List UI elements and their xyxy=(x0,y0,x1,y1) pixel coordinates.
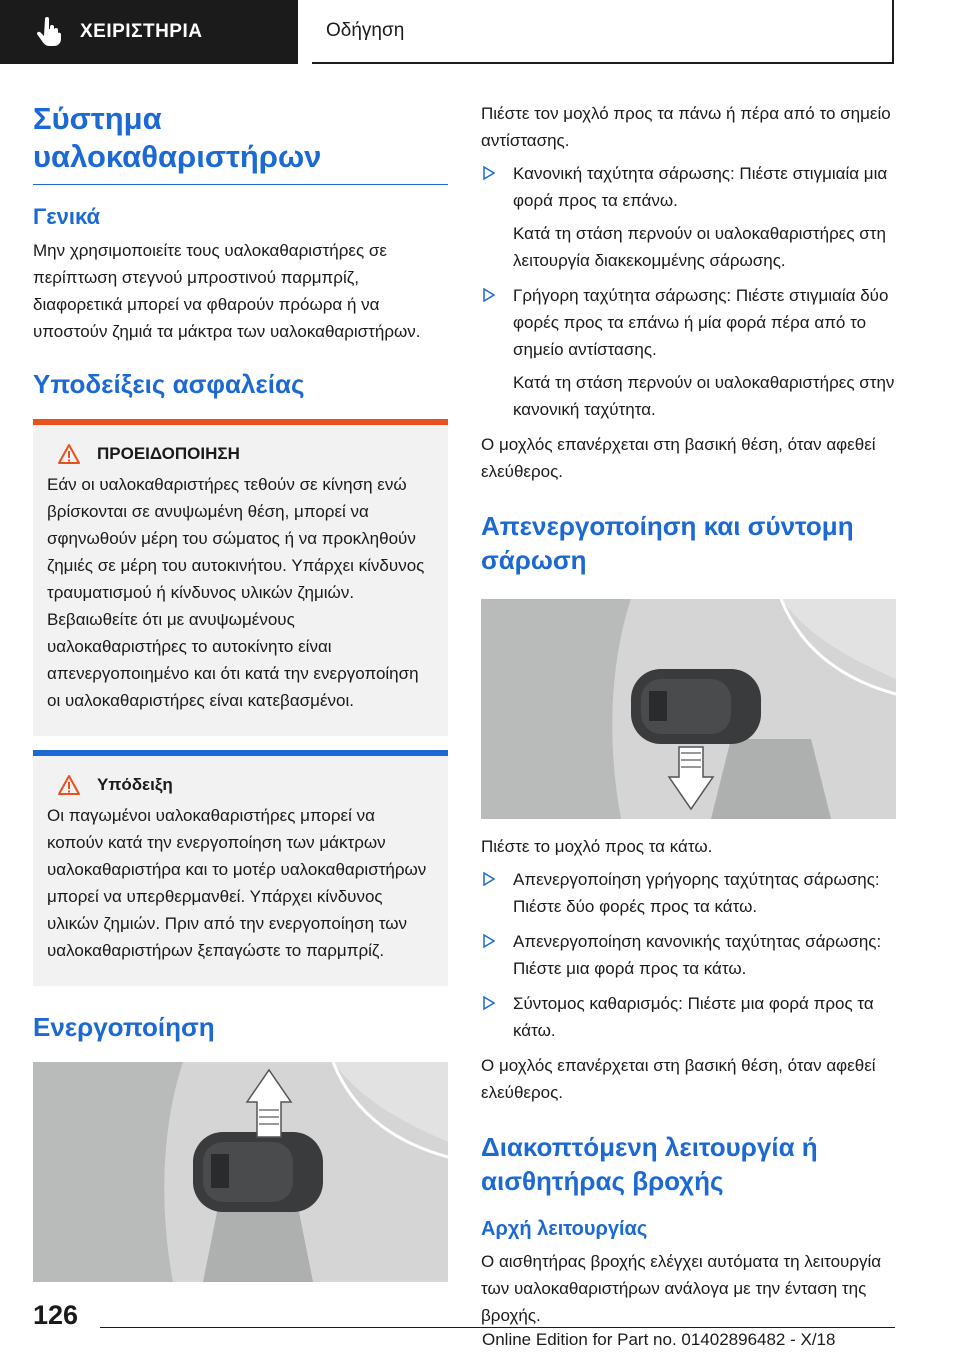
deactivation-photo xyxy=(481,599,896,819)
down-text: Πιέστε το μοχλό προς τα κάτω. xyxy=(481,837,713,856)
return-text-1: Ο μοχλός επανέρχεται στη βασική θέση, όταν αφεθεί ελεύθερος. xyxy=(481,435,876,481)
page-title: Σύστημα υαλοκαθαριστήρων xyxy=(33,101,322,174)
note-box xyxy=(33,750,448,986)
bullet-triangle-icon xyxy=(483,166,495,180)
page-number: 126 xyxy=(33,1300,79,1330)
bullet-triangle-icon xyxy=(483,288,495,302)
warning-text: Εάν οι υαλοκαθαριστήρες τεθούν σε κίνηση ενώ βρίσκονται σε ανυψωμένη θέση, μπορεί να σφηνωθούν μέρη του σώματος ή να προκληθούν ζημιές σε μέρη του αυτοκινήτου. Υπάρχει κίνδυνος τραυματισμού ή κίνδυνος υλικών ζημιών. Βεβαιωθείτε ότι με ανυψωμένους υαλοκαθαριστήρες το αυτοκίνητο είναι απενεργοποιημένο και ότι κατά την ενεργοποίηση οι υαλοκαθαριστήρες είναι κατεβασμένοι. xyxy=(47,475,425,710)
list-item: Απενεργοποίηση γρήγορης ταχύτητας σάρωσης: Πιέστε δύο φορές προς τα κάτω. xyxy=(481,866,896,920)
intro-text: Πιέστε τον μοχλό προς τα πάνω ή πέρα από το σημείο αντίστασης. xyxy=(481,104,891,150)
note-triangle-icon xyxy=(57,774,81,796)
principle-heading: Αρχή λειτουργίας xyxy=(481,1218,648,1240)
title-rule xyxy=(33,184,448,185)
warning-box xyxy=(33,419,448,736)
edition-text: Online Edition for Part no. 01402896482 - X/18 xyxy=(482,1330,836,1349)
right-column xyxy=(481,100,896,1329)
list-item: Απενεργοποίηση κανονικής ταχύτητας σάρωσης: Πιέστε μια φορά προς τα κάτω. xyxy=(481,928,896,982)
bullet-triangle-icon xyxy=(483,872,495,886)
bullet-triangle-icon xyxy=(483,934,495,948)
general-text: Μην χρησιμοποιείτε τους υαλοκαθαριστήρες σε περίπτωση στεγνού μπροστινού παρμπρίζ, διαφορετικά μπορεί να φθαρούν πρόωρα ή να υποστούν ζημιά τα μάκτρα των υαλοκαθαριστήρων. xyxy=(33,241,421,341)
deactivation-heading: Απενεργοποίηση και σύντομη σάρωση xyxy=(481,511,854,575)
footer-rule xyxy=(100,1327,895,1328)
activation-heading: Ενεργοποίηση xyxy=(33,1012,215,1042)
general-heading: Γενικά xyxy=(33,204,101,229)
deactivation-list xyxy=(481,866,896,1044)
stalk-up-illustration xyxy=(33,1062,448,1282)
left-column xyxy=(33,100,448,1282)
hand-pointer-icon xyxy=(36,17,62,47)
warning-title: ΠΡΟΕΙΔΟΠΟΙΗΣΗ xyxy=(97,444,240,463)
chapter-tab xyxy=(0,0,298,64)
note-title: Υπόδειξη xyxy=(97,775,173,794)
note-text: Οι παγωμένοι υαλοκαθαριστήρες μπορεί να κοπούν κατά την ενεργοποίηση των μάκτρων υαλοκαθαριστήρα και το μοτέρ υαλοκαθαριστήρων μπορεί να υπερθερμανθεί. Υπάρχει κίνδυνος υλικών ζημιών. Πριν από την ενεργοποίηση των υαλοκαθαριστήρων ξεπαγώστε το παρμπρίζ. xyxy=(47,806,427,960)
stalk-down-illustration xyxy=(481,599,896,819)
bullet-triangle-icon xyxy=(483,996,495,1010)
list-item: Γρήγορη ταχύτητα σάρωσης: Πιέστε στιγμιαία δύο φορές προς τα επάνω ή μία φορά πέρα από το σημείο αντίστασης. Κατά τη στάση περνούν οι υαλοκαθαριστήρες στην κανονική ταχύτητα. xyxy=(481,282,896,423)
activation-photo xyxy=(33,1062,448,1282)
warning-triangle-icon xyxy=(57,443,81,465)
chapter-tab-label: ΧΕΙΡΙΣΤΗΡΙΑ xyxy=(80,21,203,42)
intermittent-heading: Διακοπτόμενη λειτουργία ή αισθητήρας βροχής xyxy=(481,1132,818,1196)
section-header xyxy=(312,0,894,64)
return-text-2: Ο μοχλός επανέρχεται στη βασική θέση, όταν αφεθεί ελεύθερος. xyxy=(481,1056,876,1102)
list-item: Κανονική ταχύτητα σάρωσης: Πιέστε στιγμιαία μια φορά προς τα επάνω. Κατά τη στάση περνούν οι υαλοκαθαριστήρες στη λειτουργία διακεκομμένης σάρωσης. xyxy=(481,160,896,274)
list-item: Σύντομος καθαρισμός: Πιέστε μια φορά προς τα κάτω. xyxy=(481,990,896,1044)
principle-text: Ο αισθητήρας βροχής ελέγχει αυτόματα τη λειτουργία των υαλοκαθαριστήρων ανάλογα με την ένταση της βροχής. xyxy=(481,1252,882,1325)
speed-list xyxy=(481,160,896,423)
safety-heading: Υποδείξεις ασφαλείας xyxy=(33,369,305,399)
section-title: Οδήγηση xyxy=(326,20,405,41)
